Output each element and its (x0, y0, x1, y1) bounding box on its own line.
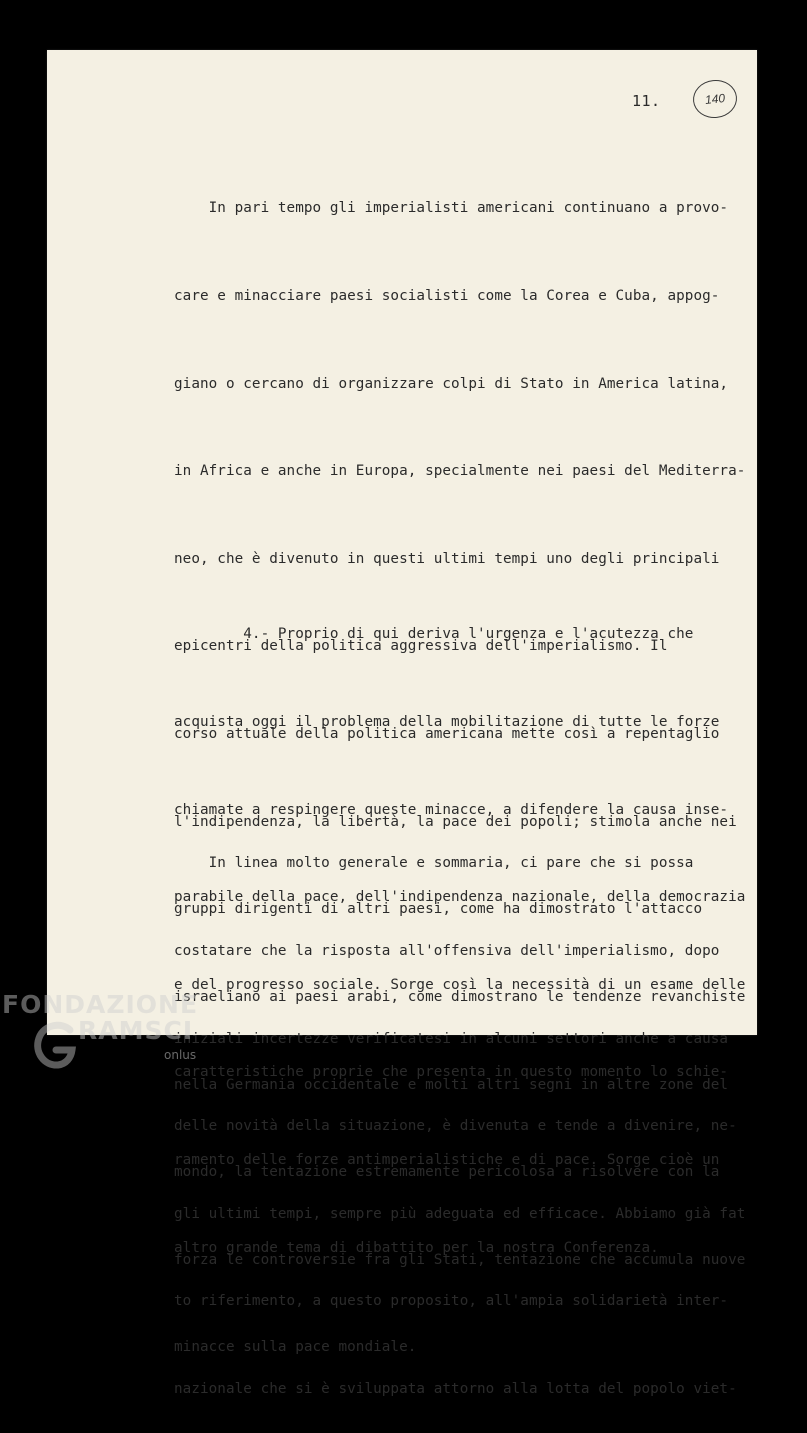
text-line: delle novità della situazione, è divenuta e tende a divenire, ne- (174, 1118, 737, 1135)
text-line: israeliano ai paesi arabi, come dimostrano le tendenze revanchiste (174, 988, 746, 1005)
text-line: giano o cercano di organizzare colpi di Stato in America latina, (174, 375, 729, 392)
watermark-line-2: RAMSCI (78, 1016, 194, 1045)
text-line: epicentri della politica aggressiva dell'imperialismo. Il (174, 638, 668, 655)
watermark-suffix: onlus (164, 1048, 197, 1062)
text-line: 4.- Proprio di qui deriva l'urgenza e l'acutezza che (174, 626, 694, 643)
text-line: caratteristiche proprie che presenta in questo momento lo schie- (174, 1064, 729, 1081)
paragraph-3 (174, 791, 759, 1433)
text-line: nazionale che si è sviluppata attorno alla lotta del popolo viet- (174, 1381, 737, 1398)
text-line: nella Germania occidentale e molti altri segni in altre zone del (174, 1076, 729, 1093)
text-line: In linea molto generale e sommaria, ci pare che si possa (174, 855, 694, 872)
text-line: In pari tempo gli imperialisti americani continuano a provo- (174, 200, 729, 217)
page-number: 11. (632, 92, 661, 110)
text-line: l'indipendenza, la libertà, la pace dei popoli; stimola anche nei (174, 813, 737, 830)
text-line: in Africa e anche in Europa, specialmente nei paesi del Mediterra- (174, 463, 746, 480)
text-line: parabile della pace, dell'indipendenza nazionale, della democrazia (174, 889, 746, 906)
text-line: costatare che la risposta all'offensiva dell'imperialismo, dopo (174, 943, 720, 960)
archive-stamp-number: 140 (704, 90, 726, 108)
text-line: e del progresso sociale. Sorge così la necessità di un esame delle (174, 976, 746, 993)
text-line: gli ultimi tempi, sempre più adeguata ed efficace. Abbiamo già fat (174, 1205, 746, 1222)
text-line: altro grande tema di dibattito per la nostra Conferenza. (174, 1239, 659, 1256)
text-line: to riferimento, a questo proposito, all'ampia solidarietà inter- (174, 1293, 729, 1310)
text-line: care e minacciare paesi socialisti come la Corea e Cuba, appog- (174, 288, 720, 305)
text-line: ramento delle forze antimperialistiche e di pace. Sorge cioè un (174, 1152, 720, 1169)
text-line: gruppi dirigenti di altri paesi, come ha dimostrato l'attacco (174, 901, 703, 918)
text-line: mondo, la tentazione estremamente pericolosa a risolvere con la (174, 1164, 720, 1181)
text-line: acquista oggi il problema della mobilitazione di tutte le forze (174, 714, 720, 731)
text-line: forza le controversie fra gli Stati, tentazione che accumula nuove (174, 1251, 746, 1268)
text-line: neo, che è divenuto in questi ultimi tempi uno degli principali (174, 550, 720, 567)
text-line: minacce sulla pace mondiale. (174, 1339, 417, 1356)
watermark-line-1: FONDAZIONE (2, 990, 199, 1019)
text-line: chiamate a respingere queste minacce, a difendere la causa inse- (174, 801, 729, 818)
text-line: corso attuale della politica americana mette così a repentaglio (174, 726, 720, 743)
text-line: iniziali incertezze verificatesi in alcuni settori anche a causa (174, 1030, 729, 1047)
